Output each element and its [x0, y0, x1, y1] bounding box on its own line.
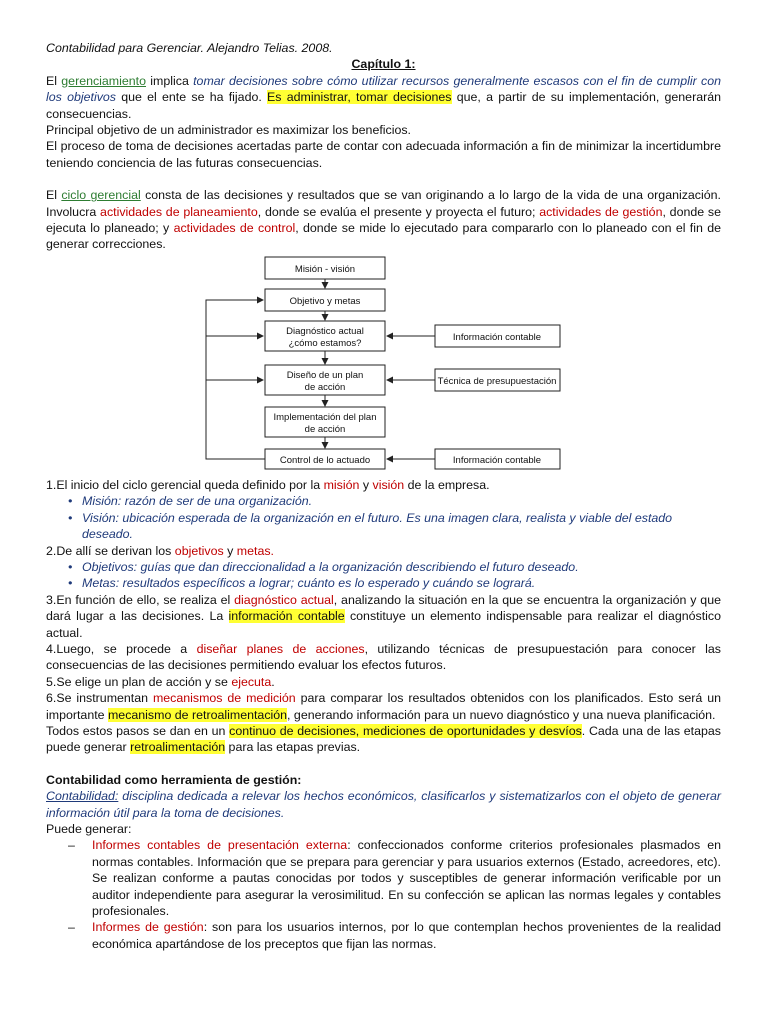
text: : son para los usuarios internos, por lo que contemplan hechos provenientes de la realidad económica apartándose de los preceptos que fijan las normas.: [92, 920, 721, 951]
box-label: de acción: [304, 381, 346, 393]
text: 5.Se elige un plan de acción y se: [46, 674, 232, 689]
text: , analizando la situación en la que se encuentra la organización y que dará lugar a las decisiones. La: [46, 592, 721, 624]
document-page: [46, 40, 721, 952]
box-label: Misión - visión: [294, 263, 356, 275]
para-gerenciamiento: [46, 73, 721, 122]
definition: tomar decisiones sobre cómo utilizar recursos generalmente escasos con el fin de cumplir con los objetivos: [46, 73, 721, 105]
chapter-title: Capítulo 1:: [351, 57, 416, 72]
text: : confeccionados conforme criterios profesionales plasmados en normas contables. Información que se prepara para gerenciar y para usuarios externos (Estado, acreedores, etc). Se realizan conforme a pautas conocidas por todos y susceptibles de generar información verificable por un auditor independiente para asegurar la verosimilitud. En su confección se aplican las normas legales y contables profesionales.: [92, 838, 721, 919]
highlight: retroalimentación: [130, 740, 226, 755]
text: El: [46, 188, 62, 203]
box-label: ¿cómo estamos?: [288, 337, 362, 349]
box-label: de acción: [304, 423, 346, 435]
step-5: [46, 674, 721, 690]
box-label: Diagnóstico actual: [286, 325, 364, 337]
text: El: [46, 73, 62, 88]
side-label: Información contable: [452, 331, 542, 343]
text: 2.De allí se derivan los: [46, 543, 175, 558]
text: constituye un elemento indispensable para realizar el diagnóstico actual.: [46, 609, 721, 640]
text: Todos estos pasos se dan en un: [46, 723, 230, 738]
text: consta de las decisiones y resultados que se van originando a lo largo de la vida de una organización. Involucra: [46, 188, 721, 219]
highlight: mecanismo de retroalimentación: [107, 707, 288, 722]
text: . Cada una de las etapas puede generar: [46, 723, 721, 755]
box-label: Objetivo y metas: [289, 295, 361, 307]
side-label: Información contable: [452, 454, 542, 466]
puede-generar: Puede generar:: [46, 822, 132, 836]
para-contabilidad: [46, 788, 721, 821]
bullet-vision: • Visión: ubicación esperada de la organización en el futuro. Es una imagen clara, realista y viable del estado deseado.: [68, 510, 721, 543]
red-term: diseñar planes de acciones: [196, 641, 365, 656]
red-term: Informes contables de presentación externa: [92, 838, 348, 853]
highlight: continuo de decisiones, mediciones de oportunidades y desvíos: [229, 723, 582, 738]
box-label: Implementación del plan: [273, 411, 377, 423]
side-label: Técnica de presupuestación: [437, 375, 557, 387]
cycle-diagram: [46, 255, 721, 477]
section-heading: Contabilidad como herramienta de gestión:: [46, 772, 302, 787]
step-2: [46, 543, 721, 559]
item-informes-externos: [68, 837, 721, 919]
text: de la empresa.: [404, 477, 490, 492]
bullet-mision: • Misión: razón de ser de una organización.: [68, 493, 721, 509]
text: , donde se mide lo ejecutado para compararlo con lo planeado con el fin de generar correcciones.: [46, 221, 722, 252]
red-term: objetivos: [174, 543, 224, 558]
item-informes-gestion: [68, 919, 721, 952]
term-contabilidad: Contabilidad:: [46, 789, 119, 804]
step-1: [46, 477, 721, 493]
text: para comparar los resultados obtenidos con los planificados. Esto será un importante: [46, 691, 721, 722]
text: 4.Luego, se procede a: [46, 641, 197, 656]
text: y: [223, 543, 237, 558]
text: 3.En función de ello, se realiza el: [46, 592, 235, 607]
box-label: Control de lo actuado: [279, 454, 371, 466]
text: para las etapas previas.: [225, 740, 361, 755]
definition: disciplina dedicada a relevar los hechos económicos, clasificarlos y sistematizarlos con el objeto de generar información útil para la toma de decisiones.: [46, 789, 721, 820]
highlight: información contable: [228, 609, 345, 624]
text: implica: [146, 73, 194, 88]
red-term: actividades de planeamiento: [100, 204, 258, 219]
step-4: [46, 641, 721, 674]
para-objetivo: Principal objetivo de un administrador es maximizar los beneficios.: [46, 123, 412, 138]
text: , donde se ejecuta lo planeado; y: [46, 204, 721, 236]
text: , generando información para un nuevo diagnóstico y una nueva planificación.: [287, 707, 716, 722]
red-term: diagnóstico actual: [234, 592, 334, 607]
red-term: visión: [372, 477, 405, 492]
text: y: [359, 477, 373, 492]
steps-summary: [46, 723, 721, 756]
text: que, a partir de su implementación, generarán consecuencias.: [46, 90, 722, 121]
para-ciclo: [46, 187, 721, 253]
text: , donde se evalúa el presente y proyecta el futuro;: [257, 204, 540, 219]
red-term: misión: [323, 477, 360, 492]
red-term: actividades de control: [173, 221, 296, 236]
red-term: Informes de gestión: [92, 920, 204, 935]
doc-header: Contabilidad para Gerenciar. Alejandro Telias. 2008.: [46, 41, 333, 55]
text: .: [271, 674, 275, 689]
term-ciclo-gerencial: ciclo gerencial: [61, 188, 141, 203]
text: 1.El inicio del ciclo gerencial queda definido por la: [46, 477, 324, 492]
term-gerenciamiento: gerenciamiento: [61, 73, 147, 88]
step-6: [46, 690, 721, 723]
para-proceso: El proceso de toma de decisiones acertadas parte de contar con adecuada información a fin de minimizar la incertidumbre teniendo conciencia de las futuras consecuencias.: [46, 139, 721, 170]
red-term: mecanismos de medición: [152, 691, 296, 706]
text: , utilizando técnicas de presupuestación para conocer las consecuencias de las decisiones permitiendo evaluar los efectos futuros.: [46, 641, 721, 673]
red-term: ejecuta: [231, 674, 272, 689]
red-term: metas.: [236, 543, 274, 558]
red-term: actividades de gestión: [539, 204, 663, 219]
step-3: [46, 592, 721, 641]
text: 6.Se instrumentan: [46, 691, 153, 706]
bullet-metas: • Metas: resultados específicos a lograr; cuánto es lo esperado y cuándo se logrará.: [68, 575, 721, 591]
highlight: Es administrar, tomar decisiones: [267, 90, 452, 105]
bullet-objetivos: • Objetivos: guías que dan direccionalidad a la organización describiendo el futuro deseado.: [68, 559, 721, 575]
box-label: Diseño de un plan: [286, 369, 364, 381]
text: que el ente se ha fijado.: [115, 90, 268, 105]
